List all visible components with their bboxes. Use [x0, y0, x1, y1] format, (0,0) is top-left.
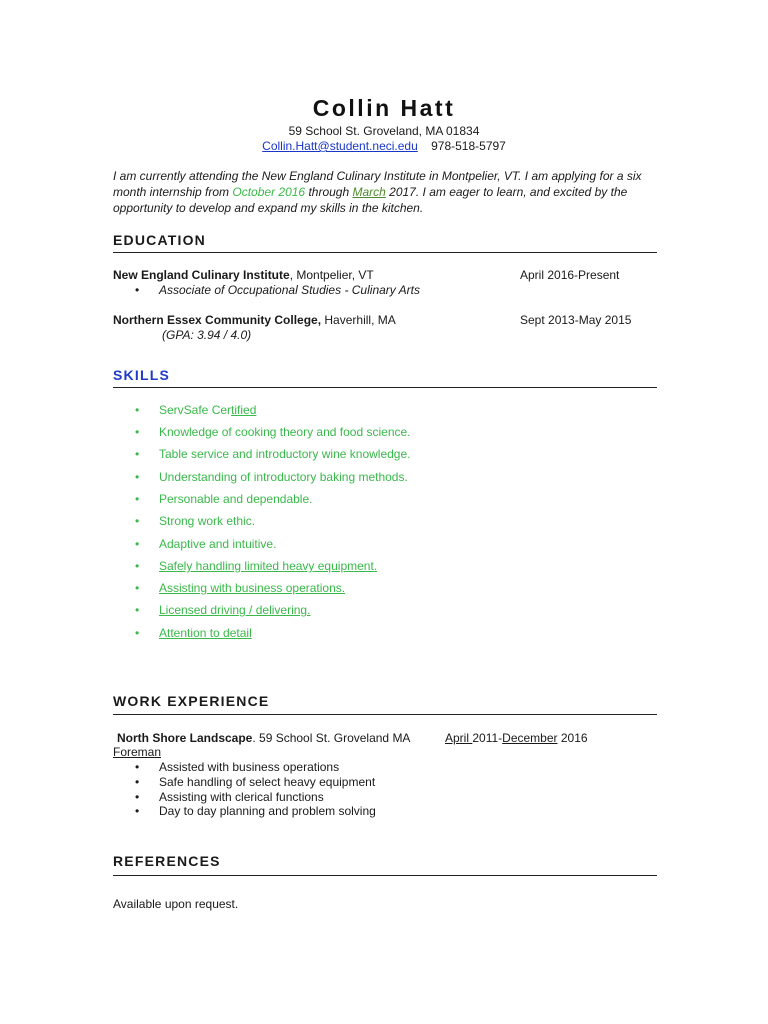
- skill-text: Knowledge of cooking theory and food science.: [159, 425, 411, 439]
- job-dates: [445, 731, 588, 745]
- employer-address: . 59 School St. Groveland MA: [252, 731, 411, 745]
- skill-item: [135, 537, 276, 551]
- degree-line: [135, 283, 420, 297]
- candidate-name: Collin Hatt: [312, 95, 456, 121]
- skill-text: Table service and introductory wine knowledge.: [159, 447, 411, 461]
- skill-item: [135, 514, 255, 528]
- objective-text: through: [305, 185, 353, 199]
- objective-text: 2017. I am eager to learn, and excited by the opportunity to develop and expand my skills in the kitchen.: [113, 185, 628, 215]
- school-name: New England Culinary Institute: [113, 268, 290, 282]
- section-divider: [113, 875, 657, 876]
- bullet: •: [135, 790, 140, 804]
- bullet: •: [135, 425, 140, 439]
- skill-item: [135, 626, 252, 640]
- bullet: •: [135, 470, 140, 484]
- bullet: •: [135, 775, 140, 789]
- internship-start: October 2016: [232, 185, 306, 199]
- internship-end: March: [352, 185, 386, 199]
- end-year: 2016: [557, 731, 588, 745]
- references-text: Available upon request.: [113, 897, 239, 911]
- skill-text: Adaptive and intuitive.: [159, 537, 277, 551]
- job-entry: [117, 731, 657, 745]
- references-heading: REFERENCES: [113, 853, 221, 869]
- education-dates: April 2016-Present: [520, 268, 620, 282]
- job-title: Foreman: [113, 745, 162, 759]
- skills-heading: SKILLS: [113, 367, 170, 383]
- bullet: •: [135, 447, 140, 461]
- skill-text: Licensed driving / delivering.: [159, 603, 311, 617]
- duty-item: [135, 804, 376, 818]
- address-line: 59 School St. Groveland, MA 01834: [288, 124, 480, 138]
- section-divider: [113, 714, 657, 715]
- bullet: •: [135, 760, 140, 774]
- contact-line: [0, 139, 768, 153]
- skill-item: [135, 603, 310, 617]
- skill-item: [135, 559, 377, 573]
- bullet: •: [135, 403, 140, 417]
- bullet: •: [135, 283, 140, 297]
- education-heading: EDUCATION: [113, 232, 206, 248]
- email-link[interactable]: Collin.Hatt@student.neci.edu: [262, 139, 418, 153]
- duty-item: [135, 775, 375, 789]
- skill-text: ServSafe Cer: [159, 403, 232, 417]
- duty-text: Assisting with clerical functions: [159, 790, 324, 804]
- employer-name: North Shore Landscape: [117, 731, 253, 745]
- objective-statement: [113, 168, 661, 216]
- skill-text: tified: [231, 403, 257, 417]
- skill-item: [135, 447, 410, 461]
- skill-text: Attention to detail: [159, 626, 252, 640]
- skill-item: [135, 470, 408, 484]
- duty-text: Assisted with business operations: [159, 760, 340, 774]
- bullet: •: [135, 626, 140, 640]
- duty-item: [135, 760, 339, 774]
- school-location: , Montpelier, VT: [289, 268, 374, 282]
- skill-text: Assisting with business operations.: [159, 581, 346, 595]
- bullet: •: [135, 603, 140, 617]
- start-year: 2011-: [472, 731, 503, 745]
- start-month: April: [445, 731, 473, 745]
- bullet: •: [135, 514, 140, 528]
- school-location: Haverhill, MA: [321, 313, 396, 327]
- degree-name: Associate of Occupational Studies - Culinary Arts: [159, 283, 421, 297]
- end-month: December: [502, 731, 558, 745]
- gpa-line: (GPA: 3.94 / 4.0): [162, 328, 252, 342]
- section-divider: [113, 387, 657, 388]
- school-name: Northern Essex Community College,: [113, 313, 322, 327]
- skill-text: Understanding of introductory baking methods.: [159, 470, 408, 484]
- bullet: •: [135, 581, 140, 595]
- work-experience-heading: WORK EXPERIENCE: [113, 693, 270, 709]
- skill-item: [135, 425, 411, 439]
- duty-text: Day to day planning and problem solving: [159, 804, 376, 818]
- skill-item: [135, 403, 256, 417]
- education-entry: [113, 313, 657, 327]
- section-divider: [113, 252, 657, 253]
- bullet: •: [135, 804, 140, 818]
- skill-item: [135, 581, 345, 595]
- duty-item: [135, 790, 324, 804]
- objective-text: I am currently attending the New England Culinary Institute in Montpelier, VT. I am applying for a six month internship from: [113, 169, 642, 199]
- phone-number: 978-518-5797: [431, 139, 506, 153]
- education-entry: [113, 268, 657, 282]
- skill-text: Strong work ethic.: [159, 514, 256, 528]
- bullet: •: [135, 559, 140, 573]
- skill-text: Safely handling limited heavy equipment.: [159, 559, 378, 573]
- education-dates: Sept 2013-May 2015: [520, 313, 632, 327]
- bullet: •: [135, 537, 140, 551]
- bullet: •: [135, 492, 140, 506]
- duty-text: Safe handling of select heavy equipment: [159, 775, 376, 789]
- skill-item: [135, 492, 312, 506]
- skill-text: Personable and dependable.: [159, 492, 313, 506]
